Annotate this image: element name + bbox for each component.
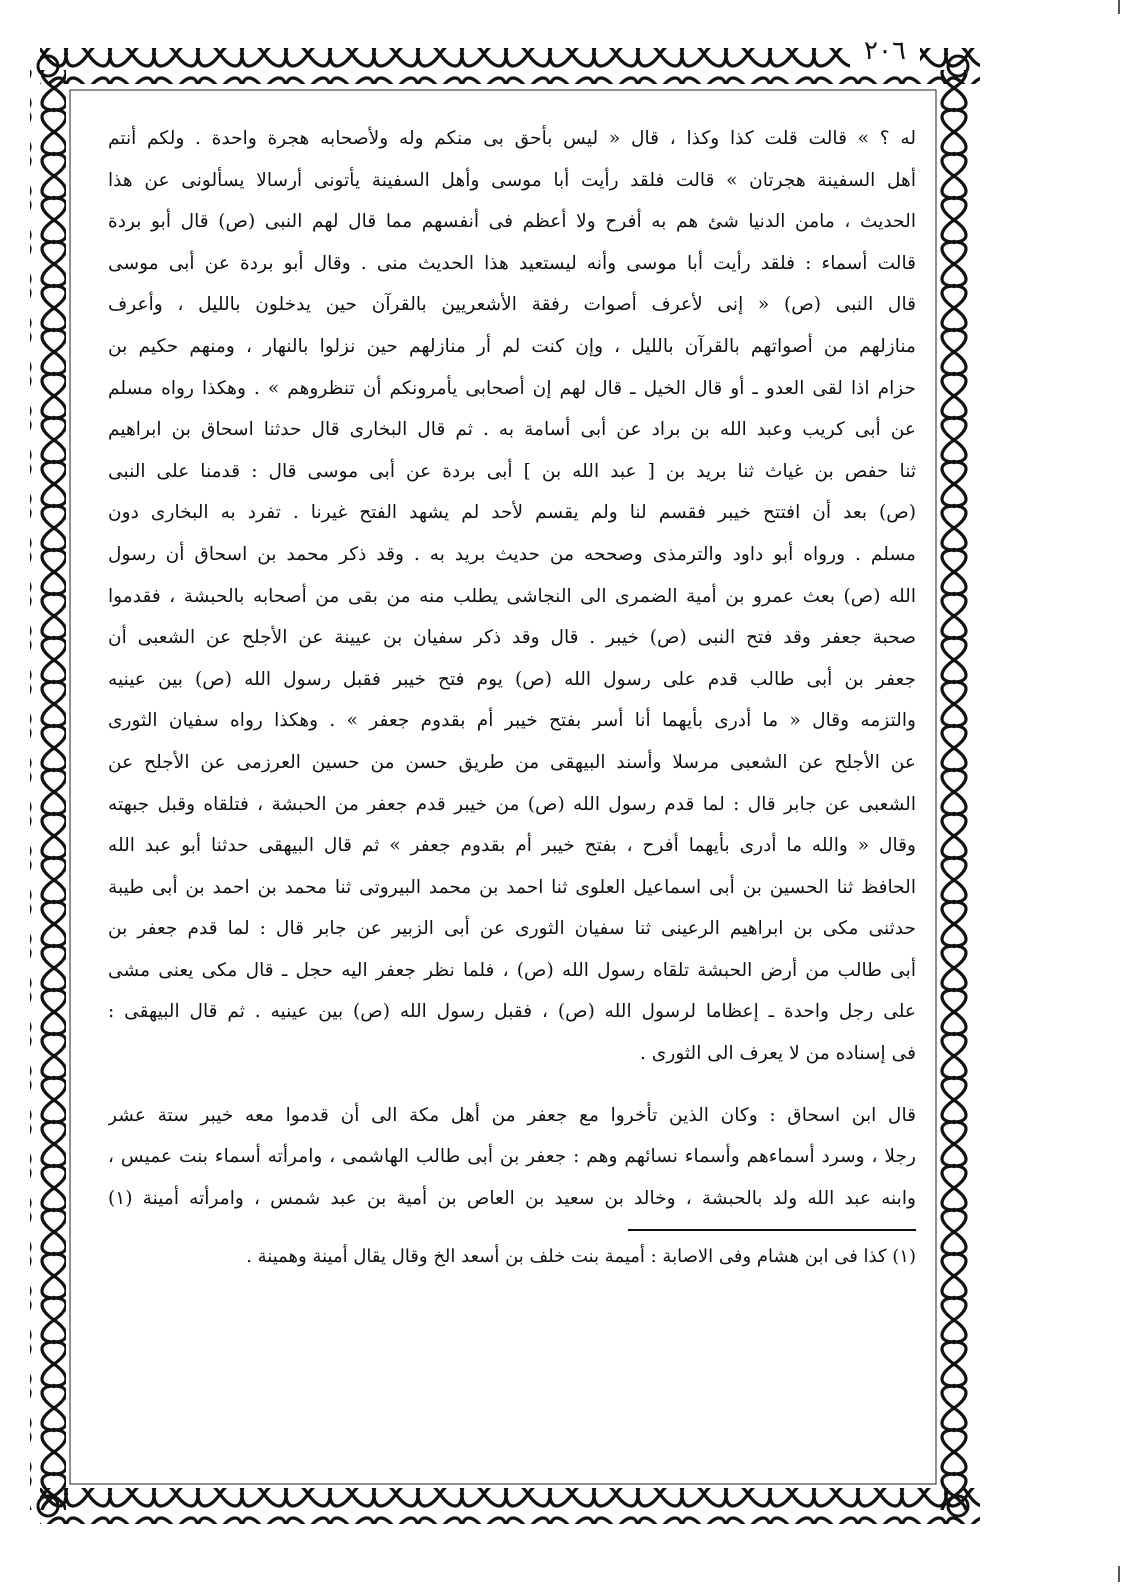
text-line: فى إسناده من لا يعرف الى الثورى . <box>639 1043 916 1065</box>
text-line: (ص) بعد أن افتتح خيبر فقسم لنا ولم يقسم لأحد لم يشهد الفتح غيرنا . تفرد به البخارى دون <box>108 502 916 524</box>
text-line: صحبة جعفر وقد فتح النبى (ص) خيبر . قال وقد ذكر سفيان بن عيينة عن الأجلح عن الشعبى أن <box>108 627 916 649</box>
text-line: على رجل واحدة ـ إعظاما لرسول الله (ص) ، فقبل رسول الله (ص) بين عينيه . ثم قال البيهقى : <box>108 1001 916 1023</box>
text-line: عن أبى كريب وعبد الله بن براد عن أبى أسامة به . ثم قال البخارى قال حدثنا اسحاق بن ابراهيم <box>108 419 916 441</box>
text-line: وابنه عبد الله ولد بالحبشة ، وخالد بن سعيد بن العاص بن أمية بن عبد شمس ، وامرأته أمينة (١) <box>108 1187 916 1209</box>
text-line: وقال « والله ما أدرى بأيهما أفرح ، بفتح خيبر أم بقدوم جعفر » ثم قال البيهقى حدثنا أبو عبد الله <box>108 835 916 857</box>
scan-mark-top <box>1118 0 1120 14</box>
text-line: الحافظ ثنا الحسين بن أبى اسماعيل العلوى ثنا احمد بن محمد البيروتى ثنا محمد بن احمد بن أبى طيبة <box>108 876 916 898</box>
paragraph-1 <box>108 118 916 1075</box>
border-bottom <box>40 1488 980 1524</box>
text-line: الحديث ، مامن الدنيا شئ هم به أفرح ولا أعظم فى أنفسهم مما قال لهم النبى (ص) قال أبو بردة <box>108 211 916 233</box>
main-text <box>108 118 916 1490</box>
text-line: جعفر بن أبى طالب قدم على رسول الله (ص) يوم فتح خيبر فقبل رسول الله (ص) بين عينيه <box>108 668 916 690</box>
text-line: منازلهم من أصواتهم بالقرآن بالليل ، وإن كنت لم أر منازلهم حين نزلوا بالنهار ، ومنهم حكيم بن <box>108 335 916 357</box>
border-top <box>40 48 980 84</box>
text-line: حدثنى مكى بن ابراهيم الرعينى ثنا سفيان الثورى عن أبى الزبير عن جابر قال : لما قدم جعفر بن <box>108 918 916 940</box>
text-line: والتزمه وقال « ما أدرى بأيهما أنا أسر بفتح خيبر أم بقدوم جعفر » . وهكذا رواه سفيان الثورى <box>108 710 916 732</box>
text-line: رجلا ، وسرد أسماءهم وأسماء نسائهم وهم : جعفر بن أبى طالب الهاشمى ، وامرأته أسماء بنت عميس ، <box>108 1146 916 1168</box>
text-line: مسلم . ورواه أبو داود والترمذى وصححه من حديث بريد به . وقد ذكر محمد بن اسحاق أن رسول <box>108 543 916 565</box>
text-line: حزام اذا لقى العدو ـ أو قال الخيل ـ قال لهم إن أصحابى يأمرونكم أن تنظروهم » . وهكذا رواه مسلم <box>108 377 916 399</box>
text-line: أهل السفينة هجرتان » قالت فلقد رأيت أبا موسى وأهل السفينة يأتونى أرسالا يسألونى عن هذا <box>108 169 916 191</box>
text-line: الشعبى عن جابر قال : لما قدم رسول الله (ص) من خيبر قدم جعفر من الحبشة ، فتلقاه وقبل جبهته <box>108 793 916 815</box>
border-right <box>940 70 976 1510</box>
page-number: ٢٠٦ <box>850 34 920 68</box>
footnote: (١) كذا فى ابن هشام وفى الاصابة : أميمة بنت خلف بن أسعد الخ وقال يقال أمينة وهمينة . <box>246 1246 916 1268</box>
footnote-rule <box>628 1229 916 1231</box>
paragraph-2 <box>108 1095 916 1220</box>
text-line: له ؟ » قالت قلت كذا وكذا ، قال « ليس بأحق بى منكم وله ولأصحابه هجرة واحدة . ولكم أنتم <box>108 128 916 149</box>
scan-mark-bottom <box>1118 1566 1120 1582</box>
text-line: قال النبى (ص) « إنى لأعرف أصوات رفقة الأشعريين بالقرآن حين يدخلون بالليل ، وأعرف <box>108 294 916 316</box>
text-line: قال ابن اسحاق : وكان الذين تأخروا مع جعفر من أهل مكة الى أن قدموا معه خيبر ستة عشر <box>108 1104 916 1126</box>
text-line: عن الأجلح عن الشعبى مرسلا وأسند البيهقى من طريق حسن من حسين العرزمى عن الأجلح عن <box>108 751 916 773</box>
text-line: أبى طالب من أرض الحبشة تلقاه رسول الله (ص) ، فلما نظر جعفر اليه حجل ـ قال مكى يعنى مشى <box>108 959 916 981</box>
border-left <box>30 70 66 1510</box>
text-line: الله (ص) بعث عمرو بن أمية الضمرى الى النجاشى يطلب منه من بقى من أصحابه بالحبشة ، فقدموا <box>108 585 916 607</box>
text-line: ثنا حفص بن غياث ثنا بريد بن [ عبد الله بن ] أبى بردة عن أبى موسى قال : قدمنا على النبى <box>108 460 916 482</box>
text-line: قالت أسماء : فلقد رأيت أبا موسى وأنه ليستعيد هذا الحديث منى . وقال أبو بردة عن أبى موسى <box>108 252 916 274</box>
